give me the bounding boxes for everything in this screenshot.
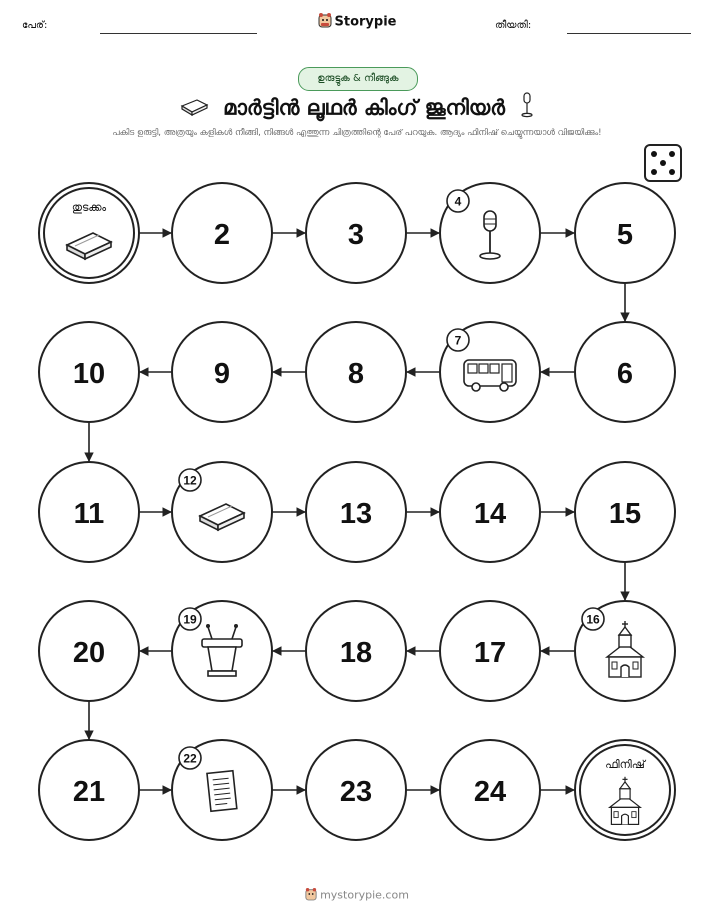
- space-label: ഫിനിഷ്: [605, 758, 645, 771]
- instructions: പകിട ഉരുട്ടി, അത്രയും കളികൾ നീങ്ങി, നിങ്ങൾ എത്തുന്ന ചിത്രത്തിന്റെ പേര് പറയുക. ആദ്യം ഫിനിഷ് ചെയ്യുന്നയാൾ വിജയിക്കും!: [112, 128, 602, 138]
- board-space[interactable]: [172, 601, 272, 701]
- document-icon: [207, 771, 237, 812]
- board-space[interactable]: [440, 183, 540, 283]
- board-space[interactable]: [39, 322, 139, 422]
- space-number: 10: [72, 358, 106, 390]
- board-space[interactable]: [306, 462, 406, 562]
- bus-icon: [464, 360, 516, 391]
- space-number: 3: [347, 219, 365, 251]
- space-number-badge: 19: [183, 612, 197, 627]
- space-label: തുടക്കം: [71, 201, 107, 214]
- game-type-badge: ഉരുട്ടുക & നീങ്ങുക: [298, 67, 418, 91]
- space-number: 21: [72, 776, 106, 808]
- footer: [0, 887, 714, 904]
- board-space[interactable]: [172, 183, 272, 283]
- space-number-badge: 4: [454, 194, 462, 209]
- board-space[interactable]: [172, 322, 272, 422]
- board-space[interactable]: [39, 601, 139, 701]
- board-space[interactable]: [306, 740, 406, 840]
- space-number: 2: [213, 219, 231, 251]
- space-number: 20: [72, 637, 106, 669]
- space-number: 14: [473, 498, 507, 530]
- board-space[interactable]: [306, 601, 406, 701]
- name-label: പേര്:: [22, 20, 48, 31]
- space-number-badge: 16: [586, 612, 600, 627]
- space-number: 5: [616, 219, 634, 251]
- finish-space[interactable]: [575, 740, 675, 840]
- board-space[interactable]: [39, 740, 139, 840]
- space-number-badge: 22: [183, 751, 197, 766]
- space-number-badge: 12: [183, 473, 197, 488]
- space-number: 18: [339, 637, 373, 669]
- space-number: 9: [213, 358, 231, 390]
- space-number: 13: [339, 498, 373, 530]
- board-space[interactable]: [306, 322, 406, 422]
- space-number: 23: [339, 776, 373, 808]
- page-title-text: മാർട്ടിൻ ലൂഥർ കിംഗ് ജൂനിയർ: [223, 95, 505, 120]
- board-space[interactable]: [39, 462, 139, 562]
- space-number: 8: [347, 358, 365, 390]
- board-space[interactable]: [172, 740, 272, 840]
- board-space[interactable]: [172, 462, 272, 562]
- space-number: 17: [473, 637, 507, 669]
- space-number: 6: [616, 358, 634, 390]
- brand-name: Storypie: [334, 14, 397, 30]
- storypie-logo-icon: [305, 887, 317, 904]
- board-space[interactable]: [440, 740, 540, 840]
- footer-url[interactable]: mystorypie.com: [320, 888, 409, 902]
- board-space[interactable]: [440, 322, 540, 422]
- start-space[interactable]: [39, 183, 139, 283]
- board-space[interactable]: [306, 183, 406, 283]
- board-space[interactable]: [575, 601, 675, 701]
- date-label: തീയതി:: [495, 20, 532, 31]
- space-number: 24: [473, 776, 507, 808]
- board-space[interactable]: [575, 322, 675, 422]
- space-number: 15: [608, 498, 642, 530]
- space-number-badge: 7: [454, 333, 462, 348]
- board-space[interactable]: [440, 601, 540, 701]
- space-number: 11: [73, 498, 105, 530]
- board-space[interactable]: [440, 462, 540, 562]
- board-space[interactable]: [575, 462, 675, 562]
- board-space[interactable]: [575, 183, 675, 283]
